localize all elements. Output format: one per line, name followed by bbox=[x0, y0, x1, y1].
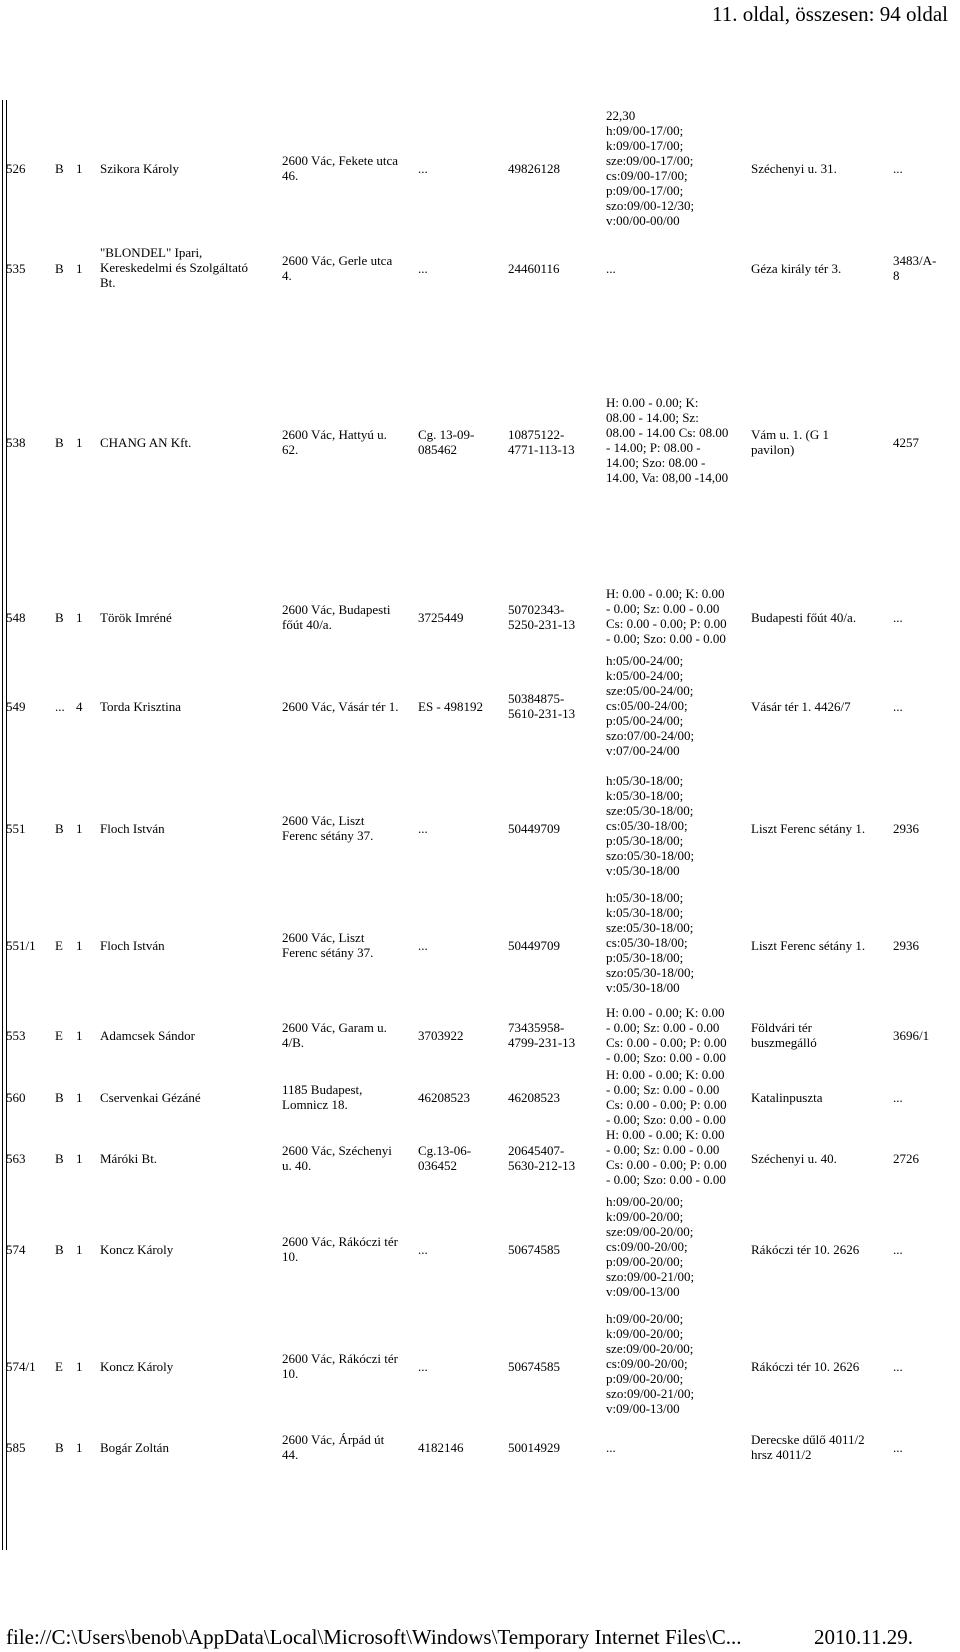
cell-hours: h:05/30-18/00; k:05/30-18/00; sze:05/30-18/00; cs:05/30-18/00; p:05/30-18/00; szo:05/30-18/00; v:05/30-18/00 bbox=[606, 890, 695, 995]
cell-address: 2600 Vác, Árpád út 44. bbox=[282, 1432, 385, 1462]
cell-count: 4 bbox=[76, 699, 83, 714]
cell-count: 1 bbox=[76, 1090, 83, 1105]
cell-type: ... bbox=[55, 699, 65, 714]
cell-reg: Cg.13-06- 036452 bbox=[418, 1143, 472, 1173]
cell-location: Rákóczi tér 10. 2626 bbox=[751, 1241, 860, 1257]
cell-reg: ... bbox=[418, 1358, 428, 1374]
cell-type: B bbox=[55, 261, 64, 276]
cell-name: CHANG AN Kft. bbox=[100, 435, 192, 450]
cell-id: 551/1 bbox=[6, 938, 36, 953]
cell-hours: h:09/00-20/00; k:09/00-20/00; sze:09/00-20/00; cs:09/00-20/00; p:09/00-20/00; szo:09/00-21/00; v:09/00-13/00 bbox=[606, 1310, 695, 1416]
cell-hours: h:05/00-24/00; k:05/00-24/00; sze:05/00-24/00; cs:05/00-24/00; p:05/00-24/00; szo:07/00-24/00; v:07/00-24/00 bbox=[606, 653, 695, 758]
cell-location: Géza király tér 3. bbox=[751, 261, 842, 276]
cell-id: 563 bbox=[6, 1151, 26, 1166]
table-row bbox=[0, 889, 960, 1003]
cell-location: Liszt Ferenc sétány 1. bbox=[751, 938, 866, 953]
cell-tax: 50384875- 5610-231-13 bbox=[508, 691, 576, 721]
cell-extra: 4257 bbox=[893, 435, 919, 450]
cell-location: Széchenyi u. 31. bbox=[751, 161, 837, 176]
cell-type: B bbox=[55, 1440, 64, 1455]
footer-file-path: file://C:\Users\benob\AppData\Local\Microsoft\Windows\Temporary Internet Files\C... bbox=[6, 1625, 742, 1649]
cell-id: 585 bbox=[6, 1440, 26, 1455]
cell-type: E bbox=[55, 1358, 63, 1374]
cell-type: B bbox=[55, 610, 64, 625]
cell-address: 2600 Vác, Széchenyi u. 40. bbox=[282, 1143, 392, 1173]
table-row bbox=[0, 1428, 960, 1468]
cell-tax: 73435958- 4799-231-13 bbox=[508, 1020, 576, 1050]
cell-name: Török Imréné bbox=[100, 610, 172, 625]
cell-name: Floch István bbox=[100, 938, 165, 953]
table-row bbox=[0, 586, 960, 650]
cell-hours: H: 0.00 - 0.00; K: 08.00 - 14.00; Sz: 08.00 - 14.00 Cs: 08.00 - 14.00; P: 08.00 - 14.00; Szo: 08.00 - 14.00, Va: 08,00 -14,00 bbox=[606, 395, 729, 485]
cell-address: 2600 Vác, Hattyú u. 62. bbox=[282, 427, 387, 457]
page-footer bbox=[6, 1625, 913, 1649]
cell-type: B bbox=[55, 1241, 64, 1257]
cell-reg: 4182146 bbox=[418, 1440, 464, 1455]
cell-location: Katalinpuszta bbox=[751, 1090, 823, 1105]
cell-tax: 10875122- 4771-113-13 bbox=[508, 427, 575, 457]
cell-type: B bbox=[55, 435, 64, 450]
cell-id: 538 bbox=[6, 435, 26, 450]
table-row bbox=[0, 772, 960, 886]
cell-id: 551 bbox=[6, 821, 26, 836]
cell-location: Budapesti főút 40/a. bbox=[751, 610, 857, 625]
cell-extra: ... bbox=[893, 1090, 903, 1105]
cell-tax: 49826128 bbox=[508, 161, 560, 176]
cell-reg: 3703922 bbox=[418, 1028, 464, 1043]
cell-id: 560 bbox=[6, 1090, 26, 1105]
cell-count: 1 bbox=[76, 938, 83, 953]
table-row bbox=[0, 653, 960, 761]
table-row bbox=[0, 1127, 960, 1191]
cell-count: 1 bbox=[76, 1440, 83, 1455]
table-row bbox=[0, 390, 960, 496]
cell-count: 1 bbox=[76, 1028, 83, 1043]
cell-type: B bbox=[55, 1090, 64, 1105]
cell-id: 526 bbox=[6, 161, 26, 176]
cell-reg: ... bbox=[418, 1241, 428, 1257]
footer-date: 2010.11.29. bbox=[814, 1625, 913, 1649]
cell-location: Rákóczi tér 10. 2626 bbox=[751, 1358, 860, 1374]
cell-tax: 50702343- 5250-231-13 bbox=[508, 602, 576, 632]
cell-address: 1185 Budapest, Lomnicz 18. bbox=[282, 1082, 363, 1112]
table-row bbox=[0, 104, 960, 234]
cell-tax: 50449709 bbox=[508, 938, 560, 953]
cell-name: Cservenkai Gézáné bbox=[100, 1090, 201, 1105]
cell-id: 548 bbox=[6, 610, 26, 625]
cell-extra: 3696/1 bbox=[893, 1028, 930, 1043]
cell-type: E bbox=[55, 938, 63, 953]
table-row bbox=[0, 1309, 960, 1424]
cell-hours: ... bbox=[606, 1440, 616, 1455]
cell-address: 2600 Vác, Gerle utca 4. bbox=[282, 253, 393, 283]
cell-count: 1 bbox=[76, 610, 83, 625]
cell-name: Máróki Bt. bbox=[100, 1151, 158, 1166]
cell-reg: 3725449 bbox=[418, 610, 464, 625]
cell-address: 2600 Vác, Budapesti főút 40/a. bbox=[282, 602, 391, 632]
cell-name: Koncz Károly bbox=[100, 1358, 174, 1374]
cell-name: Torda Krisztina bbox=[100, 699, 182, 714]
cell-hours: H: 0.00 - 0.00; K: 0.00 - 0.00; Sz: 0.00 - 0.00 Cs: 0.00 - 0.00; P: 0.00 - 0.00; Szo: 0.00 - 0.00 bbox=[606, 586, 727, 646]
cell-extra: ... bbox=[893, 1358, 903, 1374]
cell-reg: 46208523 bbox=[418, 1090, 470, 1105]
cell-tax: 50674585 bbox=[508, 1358, 560, 1374]
cell-reg: ... bbox=[418, 161, 428, 176]
cell-reg: ... bbox=[418, 821, 428, 836]
cell-name: Szikora Károly bbox=[100, 161, 180, 176]
cell-count: 1 bbox=[76, 161, 83, 176]
cell-reg: ES - 498192 bbox=[418, 699, 483, 714]
cell-location: Liszt Ferenc sétány 1. bbox=[751, 821, 866, 836]
cell-hours: H: 0.00 - 0.00; K: 0.00 - 0.00; Sz: 0.00 - 0.00 Cs: 0.00 - 0.00; P: 0.00 - 0.00; Szo: 0.00 - 0.00 bbox=[606, 1005, 727, 1065]
table-row bbox=[0, 1067, 960, 1129]
cell-name: "BLONDEL" Ipari, Kereskedelmi és Szolgáltató Bt. bbox=[100, 245, 249, 290]
cell-address: 2600 Vác, Fekete utca 46. bbox=[282, 153, 398, 183]
cell-extra: ... bbox=[893, 1241, 903, 1257]
table-row bbox=[0, 1005, 960, 1067]
cell-extra: 2936 bbox=[893, 938, 919, 953]
cell-location: Széchenyi u. 40. bbox=[751, 1151, 837, 1166]
table-row bbox=[0, 1192, 960, 1307]
cell-location: Földvári tér buszmegálló bbox=[751, 1020, 817, 1050]
cell-address: 2600 Vác, Rákóczi tér 10. bbox=[282, 1350, 398, 1381]
cell-reg: Cg. 13-09- 085462 bbox=[418, 427, 475, 457]
cell-hours: h:05/30-18/00; k:05/30-18/00; sze:05/30-18/00; cs:05/30-18/00; p:05/30-18/00; szo:05/30-18/00; v:05/30-18/00 bbox=[606, 773, 695, 878]
cell-hours: H: 0.00 - 0.00; K: 0.00 - 0.00; Sz: 0.00 - 0.00 Cs: 0.00 - 0.00; P: 0.00 - 0.00; Szo: 0.00 - 0.00 bbox=[606, 1067, 727, 1127]
cell-extra: ... bbox=[893, 161, 903, 176]
cell-tax: 46208523 bbox=[508, 1090, 560, 1105]
cell-location: Derecske dűlő 4011/2 hrsz 4011/2 bbox=[751, 1432, 865, 1462]
cell-address: 2600 Vác, Vásár tér 1. bbox=[282, 699, 399, 714]
cell-extra: 2726 bbox=[893, 1151, 919, 1166]
cell-location: Vásár tér 1. 4426/7 bbox=[751, 699, 851, 714]
cell-count: 1 bbox=[76, 1358, 83, 1374]
cell-count: 1 bbox=[76, 1241, 83, 1257]
cell-type: B bbox=[55, 821, 64, 836]
cell-id: 535 bbox=[6, 261, 26, 276]
cell-extra: 3483/A- 8 bbox=[893, 253, 937, 283]
cell-reg: ... bbox=[418, 261, 428, 276]
cell-hours: ... bbox=[606, 261, 616, 276]
cell-id: 549 bbox=[6, 699, 26, 714]
cell-address: 2600 Vác, Garam u. 4/B. bbox=[282, 1020, 387, 1050]
cell-name: Floch István bbox=[100, 821, 165, 836]
cell-tax: 50449709 bbox=[508, 821, 560, 836]
cell-name: Koncz Károly bbox=[100, 1241, 174, 1257]
cell-id: 553 bbox=[6, 1028, 26, 1043]
cell-tax: 50674585 bbox=[508, 1241, 560, 1257]
cell-extra: 2936 bbox=[893, 821, 919, 836]
cell-name: Bogár Zoltán bbox=[100, 1440, 169, 1455]
cell-tax: 20645407- 5630-212-13 bbox=[508, 1143, 576, 1173]
cell-id: 574 bbox=[6, 1241, 26, 1257]
cell-hours: H: 0.00 - 0.00; K: 0.00 - 0.00; Sz: 0.00 - 0.00 Cs: 0.00 - 0.00; P: 0.00 - 0.00; Szo: 0.00 - 0.00 bbox=[606, 1127, 727, 1187]
cell-count: 1 bbox=[76, 261, 83, 276]
cell-type: E bbox=[55, 1028, 63, 1043]
cell-hours: h:09/00-20/00; k:09/00-20/00; sze:09/00-20/00; cs:09/00-20/00; p:09/00-20/00; szo:09/00-21/00; v:09/00-13/00 bbox=[606, 1193, 695, 1299]
cell-extra: ... bbox=[893, 610, 903, 625]
cell-count: 1 bbox=[76, 435, 83, 450]
cell-tax: 24460116 bbox=[508, 261, 560, 276]
cell-name: Adamcsek Sándor bbox=[100, 1028, 195, 1043]
cell-location: Vám u. 1. (G 1 pavilon) bbox=[751, 427, 829, 457]
cell-type: B bbox=[55, 161, 64, 176]
cell-hours: 22,30 h:09/00-17/00; k:09/00-17/00; sze:09/00-17/00; cs:09/00-17/00; p:09/00-17/00; szo:09/00-12/30; v:00/00-00/00 bbox=[606, 108, 695, 228]
cell-type: B bbox=[55, 1151, 64, 1166]
cell-reg: ... bbox=[418, 938, 428, 953]
cell-extra: ... bbox=[893, 699, 903, 714]
table-row bbox=[0, 238, 960, 300]
cell-count: 1 bbox=[76, 1151, 83, 1166]
cell-count: 1 bbox=[76, 821, 83, 836]
cell-tax: 50014929 bbox=[508, 1440, 560, 1455]
cell-address: 2600 Vác, Liszt Ferenc sétány 37. bbox=[282, 813, 374, 843]
cell-address: 2600 Vác, Rákóczi tér 10. bbox=[282, 1233, 398, 1264]
cell-address: 2600 Vác, Liszt Ferenc sétány 37. bbox=[282, 930, 374, 960]
cell-extra: ... bbox=[893, 1440, 903, 1455]
cell-id: 574/1 bbox=[6, 1358, 36, 1374]
page-number-header: 11. oldal, összesen: 94 oldal bbox=[711, 2, 948, 26]
